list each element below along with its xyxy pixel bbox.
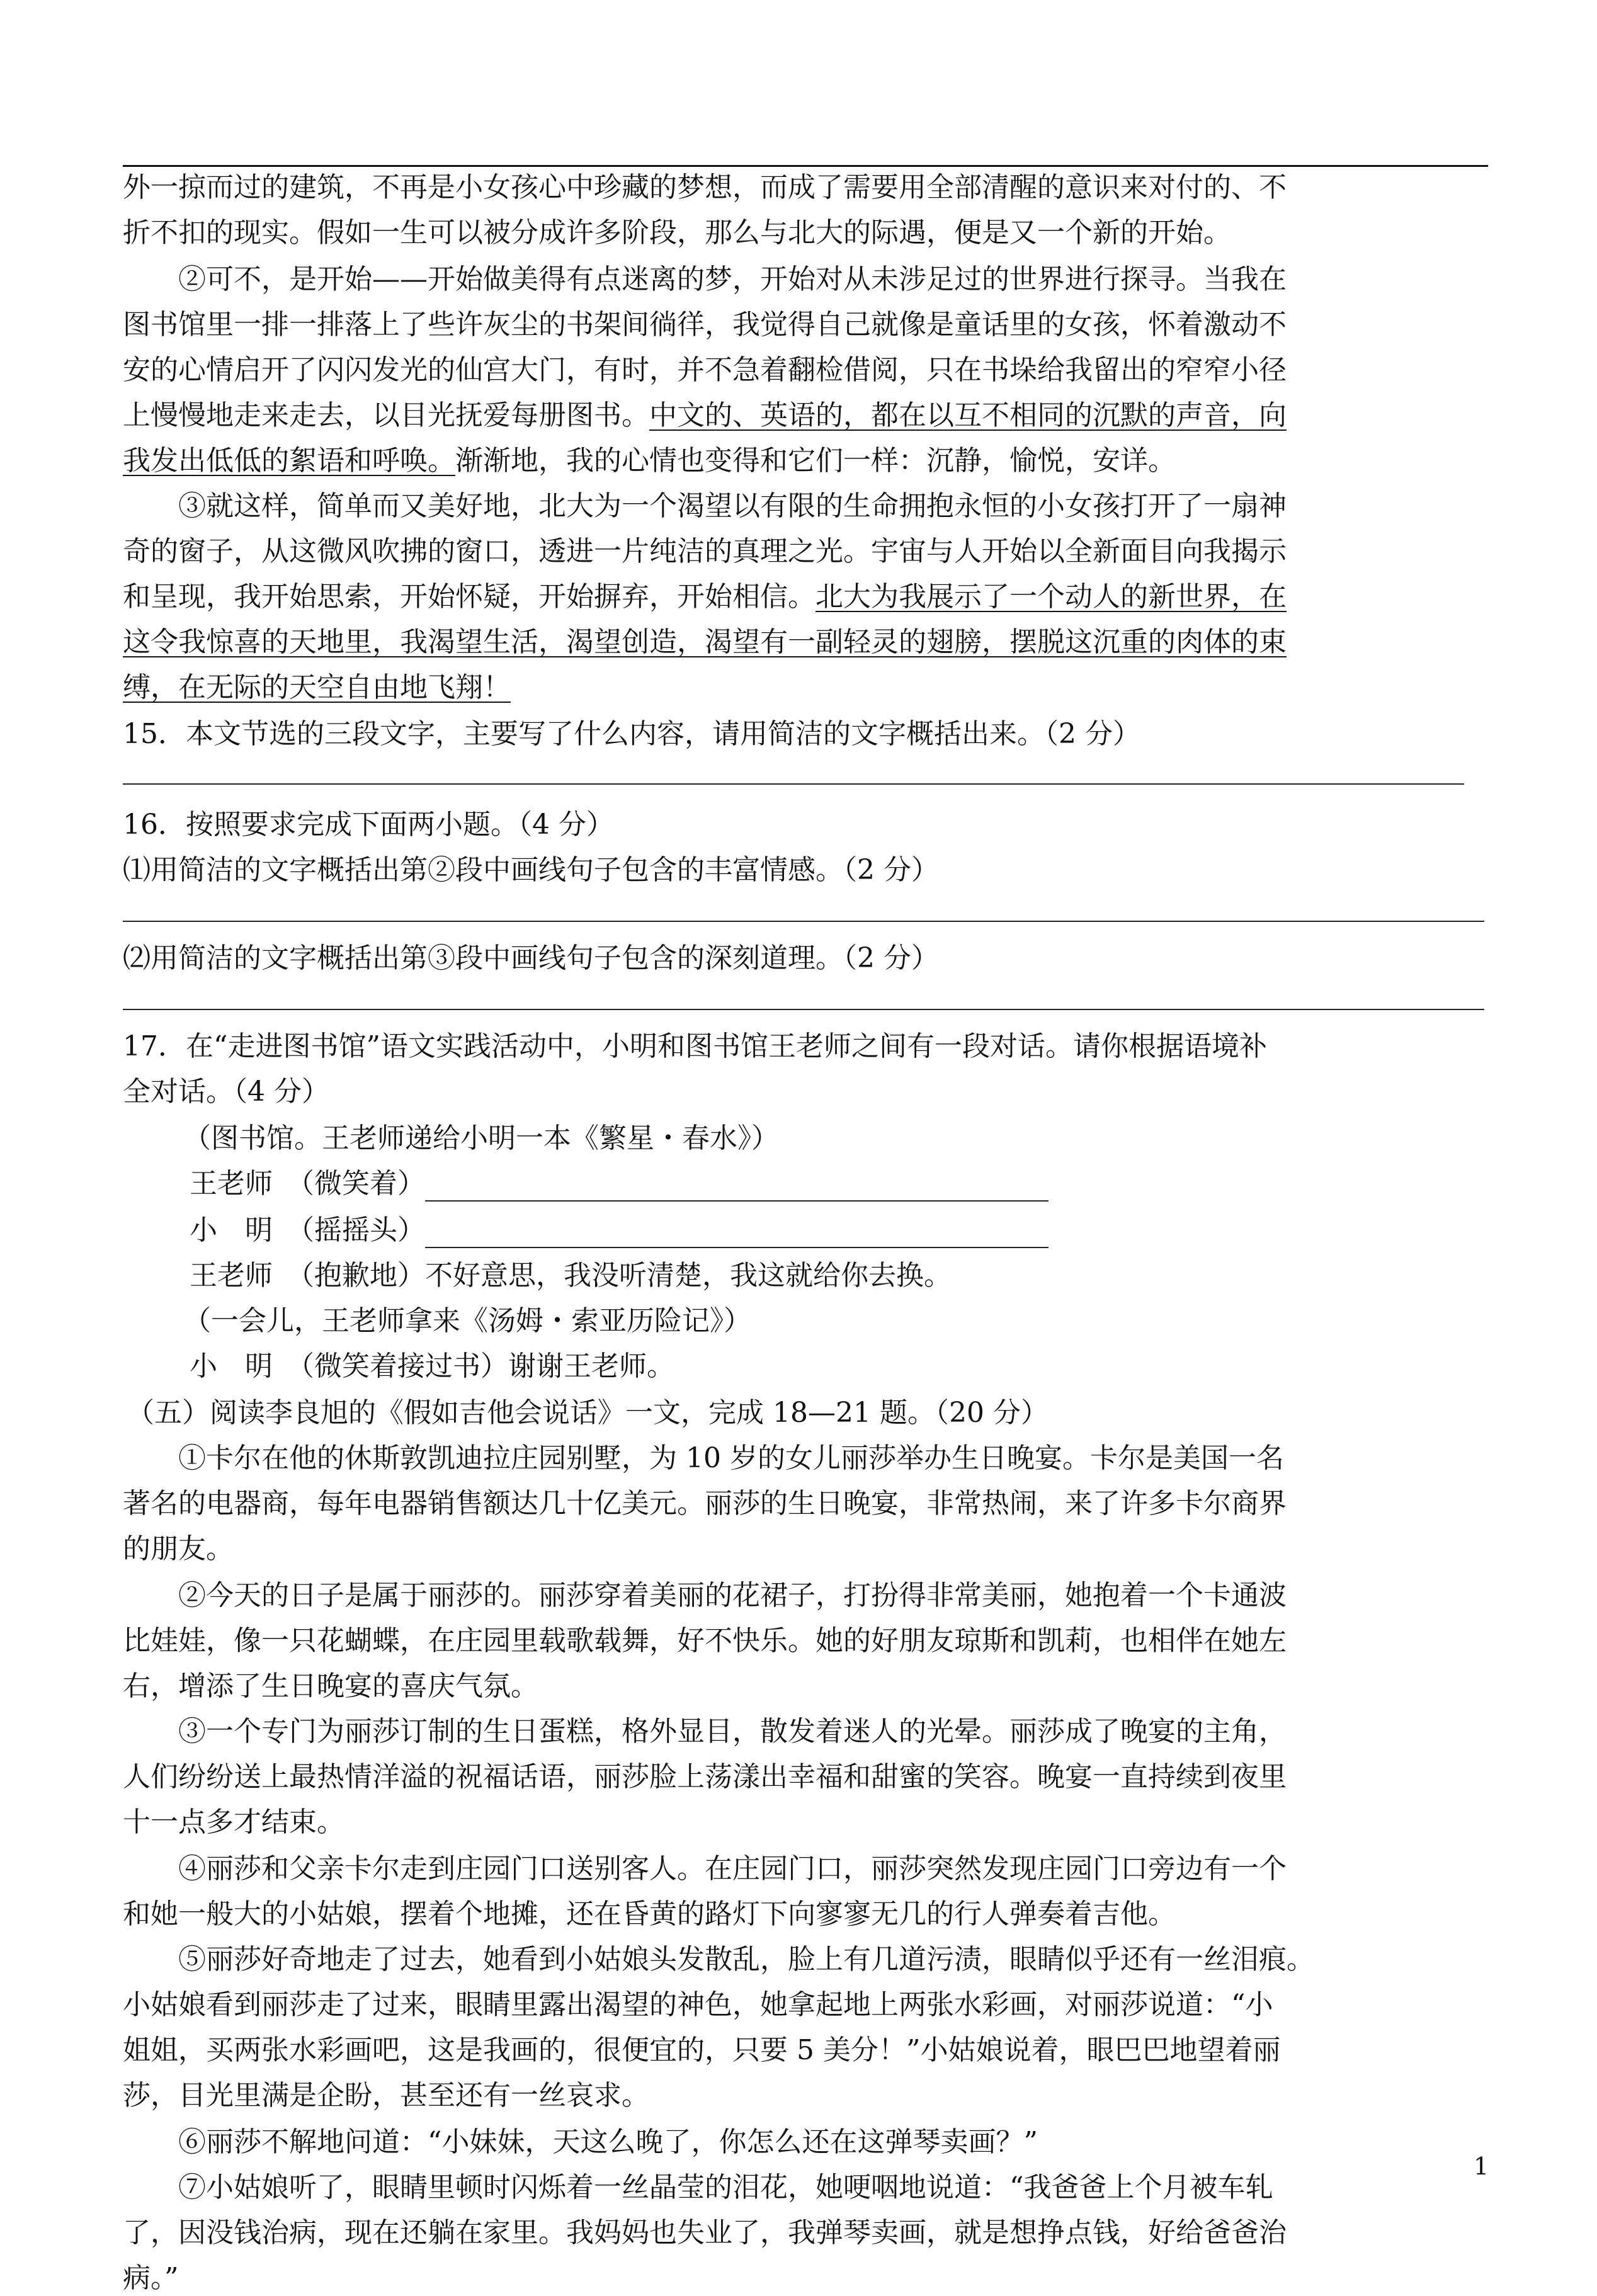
passage-line: 病。” bbox=[123, 2262, 179, 2294]
passage-line bbox=[123, 579, 1287, 615]
passage-line: 莎，目光里满是企盼，甚至还有一丝哀求。 bbox=[123, 2079, 649, 2111]
passage-line bbox=[123, 443, 1176, 479]
passage-line: 安的心情启开了闪闪发光的仙宫大门，有时，并不急着翻检借阅，只在书垛给我留出的窄窄小径 bbox=[123, 354, 1287, 386]
page-number: 1 bbox=[1474, 2152, 1489, 2180]
dialogue-scene: （图书馆。王老师递给小明一本《繁星・春水》） bbox=[183, 1122, 779, 1154]
plain-text: 和呈现，我开始思索，开始怀疑，开始摒弃，开始相信。 bbox=[123, 581, 816, 613]
fill-in-blank[interactable] bbox=[425, 1219, 1049, 1248]
dialogue-line bbox=[190, 1213, 1049, 1248]
passage-line: ⑤丽莎好奇地走了过去，她看到小姑娘头发散乱，脸上有几道污渍，眼睛似乎还有一丝泪痕。 bbox=[178, 1943, 1314, 1975]
passage-line bbox=[123, 398, 1287, 433]
passage-line: 比娃娃，像一只花蝴蝶，在庄园里载歌载舞，好不快乐。她的好朋友琼斯和凯莉，也相伴在她左 bbox=[123, 1625, 1287, 1657]
dialogue-line: 小 明 （微笑着接过书）谢谢王老师。 bbox=[190, 1350, 674, 1382]
passage-line: 图书馆里一排一排落上了些许灰尘的书架间徜徉，我觉得自己就像是童话里的女孩，怀着激动不 bbox=[123, 309, 1287, 341]
answer-line-15[interactable] bbox=[123, 783, 1464, 785]
passage-line: 奇的窗子，从这微风吹拂的窗口，透进一片纯洁的真理之光。宇宙与人开始以全新面目向我揭示 bbox=[123, 535, 1287, 567]
passage-line: ①卡尔在他的休斯敦凯迪拉庄园别墅，为 10 岁的女儿丽莎举办生日晚宴。卡尔是美国一名 bbox=[178, 1442, 1284, 1474]
passage-line: 姐姐，买两张水彩画吧，这是我画的，很便宜的，只要 5 美分！”小姑娘说着，眼巴巴地望着丽 bbox=[123, 2034, 1281, 2066]
answer-line-16-1[interactable] bbox=[123, 921, 1484, 922]
plain-text: 上慢慢地走来走去，以目光抚爱每册图书。 bbox=[123, 399, 649, 431]
passage-line: 和她一般大的小姑娘，摆着个地摊，还在昏黄的路灯下向寥寥无几的行人弹奏着吉他。 bbox=[123, 1898, 1176, 1930]
plain-text: 渐渐地，我的心情也变得和它们一样：沉静，愉悦，安详。 bbox=[455, 445, 1176, 477]
question-15: 15．本文节选的三段文字，主要写了什么内容，请用简洁的文字概括出来。（2 分） bbox=[123, 718, 1140, 750]
passage-line: 小姑娘看到丽莎走了过来，眼睛里露出渴望的神色，她拿起地上两张水彩画，对丽莎说道：“小 bbox=[123, 1989, 1273, 2021]
underlined-sentence: 缚，在无际的天空自由地飞翔！ bbox=[123, 671, 511, 703]
dialogue-scene: （一会儿，王老师拿来《汤姆・索亚历险记》） bbox=[183, 1305, 751, 1337]
passage-line: 外一掠而过的建筑，不再是小女孩心中珍藏的梦想，而成了需要用全部清醒的意识来对付的、不 bbox=[123, 171, 1287, 203]
question-16: 16．按照要求完成下面两小题。（4 分） bbox=[123, 809, 614, 841]
fill-in-blank[interactable] bbox=[425, 1173, 1049, 1202]
passage-line: ③一个专门为丽莎订制的生日蛋糕，格外显目，散发着迷人的光晕。丽莎成了晚宴的主角， bbox=[178, 1715, 1287, 1748]
passage-line: ⑥丽莎不解地问道：“小妹妹，天这么晚了，你怎么还在这弹琴卖画？” bbox=[178, 2126, 1038, 2158]
question-16-2: ⑵用简洁的文字概括出第③段中画线句子包含的深刻道理。（2 分） bbox=[123, 942, 939, 974]
passage-line: ②今天的日子是属于丽莎的。丽莎穿着美丽的花裙子，打扮得非常美丽，她抱着一个卡通波 bbox=[178, 1579, 1287, 1611]
passage-line: 人们纷纷送上最热情洋溢的祝福话语，丽莎脸上荡漾出幸福和甜蜜的笑容。晚宴一直持续到夜里 bbox=[123, 1761, 1287, 1793]
speaker: 小 明 （摇摇头） bbox=[190, 1214, 425, 1246]
dialogue-line: 王老师 （抱歉地）不好意思，我没听清楚，我这就给你去换。 bbox=[190, 1259, 952, 1292]
speaker: 王老师 （微笑着） bbox=[190, 1168, 425, 1200]
question-17: 全对话。（4 分） bbox=[123, 1076, 329, 1108]
underlined-sentence: 这令我惊喜的天地里，我渴望生活，渴望创造，渴望有一副轻灵的翅膀，摆脱这沉重的肉体的束 bbox=[123, 626, 1287, 658]
underlined-sentence: 我发出低低的絮语和呼唤。 bbox=[123, 445, 455, 477]
passage-line: ④丽莎和父亲卡尔走到庄园门口送别客人。在庄园门口，丽莎突然发现庄园门口旁边有一个 bbox=[178, 1853, 1287, 1885]
passage-line: ②可不，是开始——开始做美得有点迷离的梦，开始对从未涉足过的世界进行探寻。当我在 bbox=[178, 263, 1287, 295]
section-heading: （五）阅读李良旭的《假如吉他会说话》一文，完成 18—21 题。（20 分） bbox=[127, 1397, 1049, 1429]
answer-line-16-2[interactable] bbox=[123, 1009, 1484, 1010]
dialogue-line bbox=[190, 1166, 1049, 1202]
passage-line: 了，因没钱治病，现在还躺在家里。我妈妈也失业了，我弹琴卖画，就是想挣点钱，好给爸爸治 bbox=[123, 2217, 1287, 2249]
question-17: 17．在“走进图书馆”语文实践活动中，小明和图书馆王老师之间有一段对话。请你根据语境补 bbox=[123, 1030, 1267, 1062]
passage-line: 著名的电器商，每年电器销售额达几十亿美元。丽莎的生日晚宴，非常热闹，来了许多卡尔商界 bbox=[123, 1487, 1287, 1520]
passage-line: 右，增添了生日晚宴的喜庆气氛。 bbox=[123, 1670, 538, 1702]
question-16-1: ⑴用简洁的文字概括出第②段中画线句子包含的丰富情感。（2 分） bbox=[123, 854, 939, 886]
passage-line: ⑦小姑娘听了，眼睛里顿时闪烁着一丝晶莹的泪花，她哽咽地说道：“我爸爸上个月被车轧 bbox=[178, 2171, 1273, 2203]
top-rule bbox=[123, 165, 1488, 167]
passage-line: ③就这样，简单而又美好地，北大为一个渴望以有限的生命拥抱永恒的小女孩打开了一扇神 bbox=[178, 490, 1287, 522]
passage-line: 十一点多才结束。 bbox=[123, 1806, 344, 1838]
underlined-sentence: 北大为我展示了一个动人的新世界，在 bbox=[816, 581, 1287, 613]
underlined-sentence: 中文的、英语的，都在以互不相同的沉默的声音，向 bbox=[649, 399, 1287, 431]
passage-line: 的朋友。 bbox=[123, 1533, 234, 1565]
passage-line: 折不扣的现实。假如一生可以被分成许多阶段，那么与北大的际遇，便是又一个新的开始。 bbox=[123, 217, 1231, 249]
